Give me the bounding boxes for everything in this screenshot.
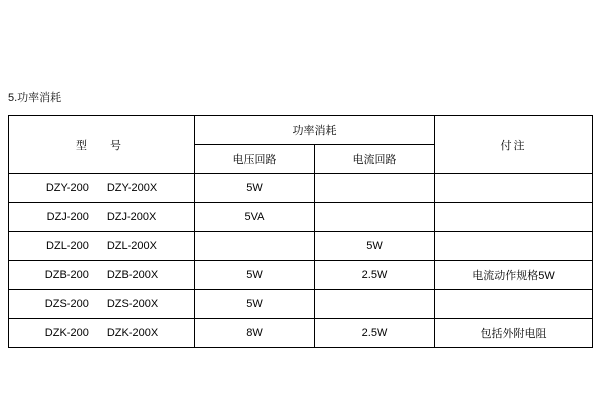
table-header	[9, 116, 593, 174]
cell-model	[9, 290, 195, 319]
cell-current	[315, 174, 435, 203]
cell-voltage: 5W	[195, 290, 315, 319]
model-secondary: DZY-200X	[106, 182, 158, 194]
cell-note: 电流动作规格5W	[435, 261, 593, 290]
cell-note	[435, 232, 593, 261]
table-row	[9, 232, 593, 261]
cell-current: 5W	[315, 232, 435, 261]
model-primary: DZY-200	[45, 182, 89, 194]
header-current-circuit: 电流回路	[315, 145, 435, 174]
cell-note	[435, 290, 593, 319]
header-note: 付注	[435, 116, 593, 174]
model-primary: DZJ-200	[46, 211, 89, 223]
model-secondary: DZL-200X	[106, 240, 157, 252]
cell-voltage: 5VA	[195, 203, 315, 232]
model-secondary: DZJ-200X	[106, 211, 157, 223]
model-primary: DZS-200	[44, 298, 89, 310]
power-consumption-table	[8, 115, 593, 348]
cell-current: 2.5W	[315, 261, 435, 290]
model-primary: DZL-200	[46, 240, 89, 252]
model-primary: DZB-200	[44, 269, 89, 281]
cell-model	[9, 232, 195, 261]
header-voltage-circuit: 电压回路	[195, 145, 315, 174]
table-row	[9, 290, 593, 319]
cell-voltage	[195, 232, 315, 261]
cell-current	[315, 203, 435, 232]
cell-note	[435, 203, 593, 232]
cell-voltage: 8W	[195, 319, 315, 348]
table-row	[9, 319, 593, 348]
model-secondary: DZK-200X	[106, 327, 159, 339]
cell-model	[9, 203, 195, 232]
cell-model	[9, 174, 195, 203]
header-model: 型 号	[9, 116, 195, 174]
cell-note: 包括外附电阻	[435, 319, 593, 348]
table-row	[9, 203, 593, 232]
power-consumption-table-wrapper	[8, 115, 592, 348]
cell-current	[315, 290, 435, 319]
model-secondary: DZS-200X	[106, 298, 159, 310]
model-primary: DZK-200	[44, 327, 89, 339]
cell-current: 2.5W	[315, 319, 435, 348]
cell-model	[9, 261, 195, 290]
table-header-row-1	[9, 116, 593, 145]
cell-model	[9, 319, 195, 348]
model-secondary: DZB-200X	[106, 269, 159, 281]
table-body	[9, 174, 593, 348]
table-row	[9, 174, 593, 203]
header-power-consumption: 功率消耗	[195, 116, 435, 145]
table-row	[9, 261, 593, 290]
cell-voltage: 5W	[195, 261, 315, 290]
cell-voltage: 5W	[195, 174, 315, 203]
cell-note	[435, 174, 593, 203]
section-title: 5.功率消耗	[8, 92, 62, 104]
